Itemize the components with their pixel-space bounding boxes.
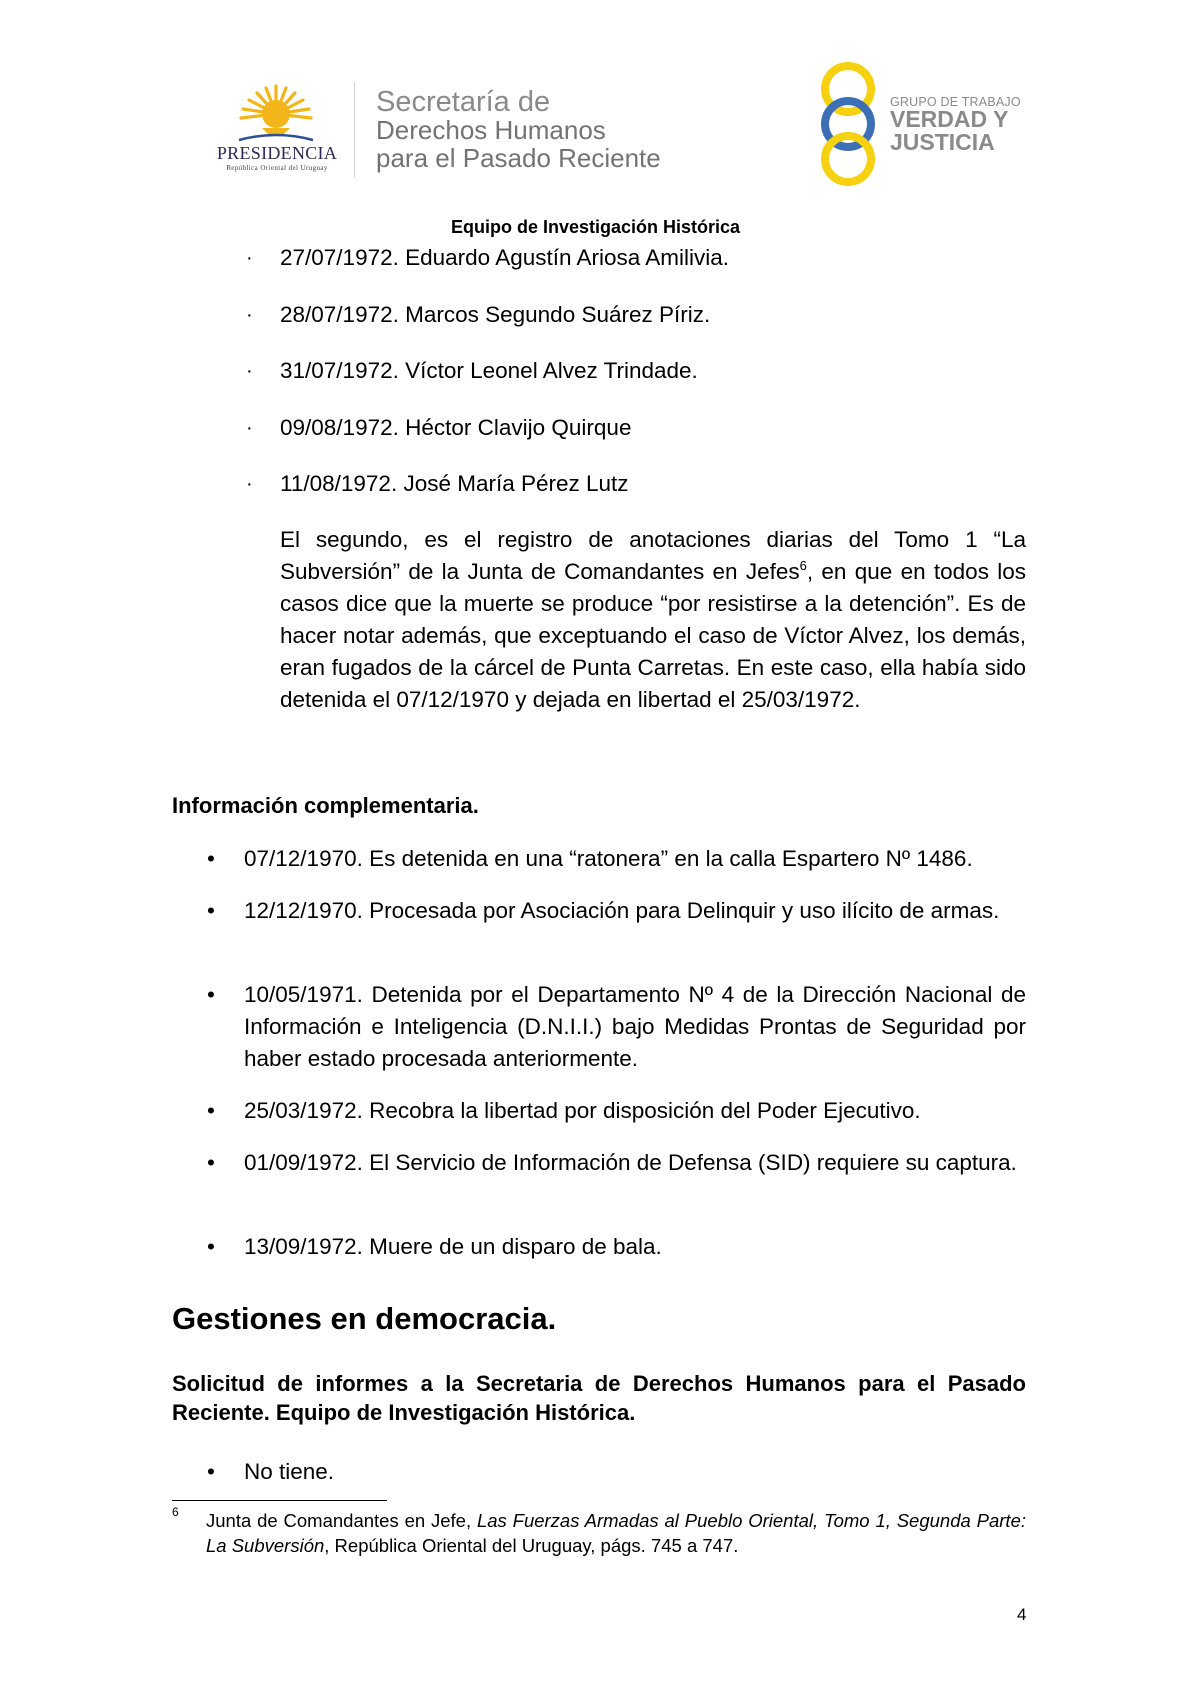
- bullet-dot: •: [207, 1459, 215, 1484]
- list1-marker: ·: [246, 417, 253, 439]
- list1-item: 27/07/1972. Eduardo Agustín Ariosa Amilivia.: [280, 245, 730, 270]
- info-item: 10/05/1971. Detenida por el Departamento Nº 4 de la Dirección Nacional de Información e Inteligencia (D.N.I.I.) bajo Medidas Prontas de Seguridad por haber estado procesada anteriormente.: [244, 982, 1026, 1071]
- page-number: 4: [1017, 1605, 1027, 1624]
- gestiones-heading: Gestiones en democracia.: [172, 1301, 557, 1336]
- bullet-dot: •: [207, 1234, 215, 1259]
- header-divider: [354, 82, 355, 177]
- info-item: 13/09/1972. Muere de un disparo de bala.: [244, 1234, 662, 1259]
- secretaria-wordmark: [376, 88, 661, 172]
- secretaria-line-1: Secretaría de: [376, 86, 551, 118]
- secretaria-line-3: para el Pasado Reciente: [376, 143, 661, 173]
- verdad-justicia-line-2: JUSTICIA: [890, 129, 995, 155]
- gestiones-item: No tiene.: [244, 1459, 335, 1484]
- footnote-number: 6: [172, 1505, 179, 1519]
- footnote-ref: 6: [799, 558, 807, 573]
- bullet-dot: •: [207, 1098, 215, 1123]
- list1-item: 11/08/1972. José María Pérez Lutz: [280, 471, 629, 496]
- body-paragraph: [280, 524, 1026, 716]
- paragraph-text-2: , en que en todos los casos dice que la muerte se produce “por resistirse a la detención”. Es de hacer notar además, que exceptuando el caso de Víctor Alvez, los demás, eran fugados de la cárcel de Punta Carretas. En este caso, ella había sido detenida el 07/12/1970 y dejada en libertad el 25/03/1972.: [280, 559, 1027, 712]
- bullet-dot: •: [207, 982, 215, 1007]
- list1-item: 28/07/1972. Marcos Segundo Suárez Píriz.: [280, 302, 711, 327]
- paragraph-text-1: El segundo, es el registro de anotaciones diarias del Tomo 1 “La Subversión” de la Junta de Comandantes en Jefes: [280, 527, 1026, 584]
- footnote-title: Las Fuerzas Armadas al Pueblo Oriental, Tomo 1, Segunda Parte: La Subversión: [206, 1510, 1027, 1556]
- footnote-suffix: , República Oriental del Uruguay, págs. 745 a 747.: [324, 1535, 739, 1556]
- bullet-dot: •: [207, 898, 215, 923]
- footnote-prefix: Junta de Comandantes en Jefe,: [206, 1510, 477, 1531]
- info-item: 07/12/1970. Es detenida en una “ratonera” en la calla Espartero Nº 1486.: [244, 846, 973, 871]
- verdad-justicia-rings-logo: [812, 62, 884, 186]
- footnote-separator: [172, 1500, 387, 1501]
- info-item: 01/09/1972. El Servicio de Información de Defensa (SID) requiere su captura.: [244, 1150, 1017, 1175]
- list1-marker: ·: [246, 247, 253, 269]
- footnote-text: [206, 1508, 1026, 1558]
- presidencia-wordmark: PRESIDENCIA: [216, 143, 338, 163]
- list1-item: 31/07/1972. Víctor Leonel Alvez Trindade.: [280, 358, 698, 383]
- grupo-trabajo-label: GRUPO DE TRABAJO: [890, 95, 1021, 109]
- equipo-header: Equipo de Investigación Histórica: [450, 217, 741, 237]
- secretaria-line-2: Derechos Humanos: [376, 115, 606, 145]
- bullet-dot: •: [207, 1150, 215, 1175]
- info-item: 25/03/1972. Recobra la libertad por disposición del Poder Ejecutivo.: [244, 1098, 921, 1123]
- info-heading: Información complementaria.: [172, 793, 479, 818]
- presidencia-subtitle: República Oriental del Uruguay: [226, 164, 328, 172]
- list1-item: 09/08/1972. Héctor Clavijo Quirque: [280, 415, 632, 440]
- verdad-justicia-line-1: VERDAD Y: [890, 106, 1009, 132]
- list1-marker: ·: [246, 360, 253, 382]
- verdad-justicia-wordmark: [890, 108, 1008, 154]
- list1-marker: ·: [246, 473, 253, 495]
- gestiones-subheading: Solicitud de informes a la Secretaria de Derechos Humanos para el Pasado Reciente. Equipo de Investigación Histórica.: [172, 1371, 1026, 1425]
- bullet-dot: •: [207, 846, 215, 871]
- list1-marker: ·: [246, 304, 253, 326]
- info-item: 12/12/1970. Procesada por Asociación para Delinquir y uso ilícito de armas.: [244, 898, 1000, 923]
- presidencia-sun-logo: [235, 84, 317, 142]
